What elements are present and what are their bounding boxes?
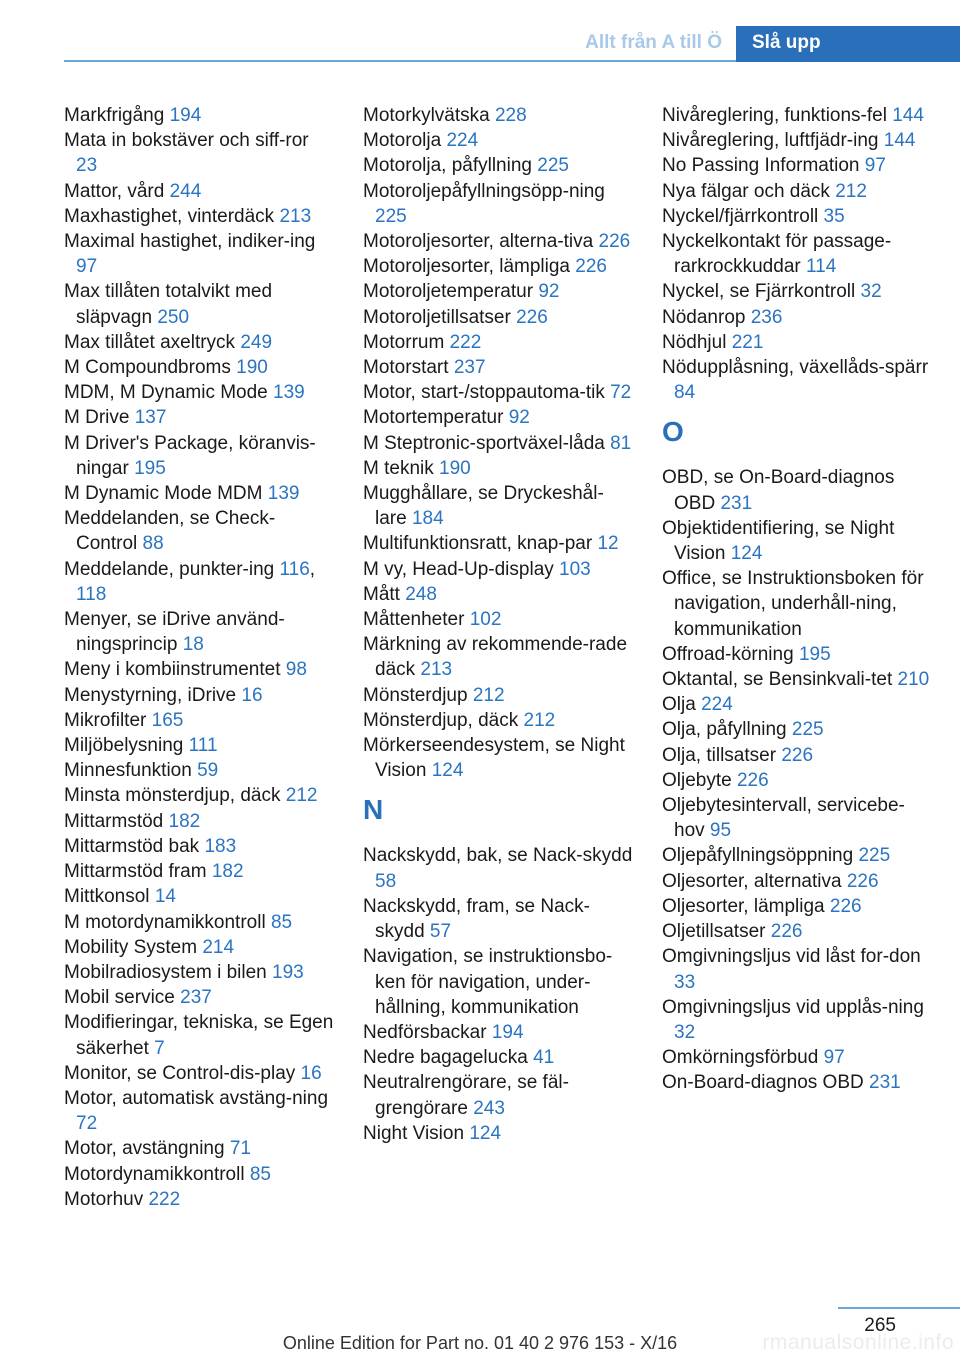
page-link[interactable]: 58	[375, 870, 397, 892]
index-entry	[64, 1061, 334, 1086]
index-entry	[662, 843, 932, 868]
entry-term: Max tillåten totalvikt med släpvagn	[64, 281, 273, 328]
index-entry	[662, 1070, 932, 1095]
entry-term: Motorolja, påfyllning	[363, 155, 532, 177]
page-link[interactable]: 103	[559, 558, 591, 580]
index-entry	[64, 683, 334, 708]
page-link[interactable]: 212	[472, 684, 505, 706]
index-entry	[64, 884, 334, 909]
letter-heading: O	[662, 416, 684, 448]
entry-term: Mittarmstöd bak	[64, 835, 200, 857]
index-entry	[662, 465, 932, 515]
entry-term: Motoroljesorter, alterna‐tiva	[363, 231, 594, 253]
index-entry	[363, 708, 633, 733]
index-entry	[363, 843, 633, 893]
page-link[interactable]: 248	[405, 583, 437, 605]
page-link[interactable]: 212	[523, 709, 556, 731]
page-link[interactable]: 116	[279, 558, 310, 580]
page-link[interactable]: 243	[473, 1097, 505, 1119]
entry-term: Markfrigång	[64, 105, 165, 126]
page-link[interactable]: 182	[168, 810, 201, 832]
entry-term: Mobility System	[64, 936, 198, 958]
page-link[interactable]: 212	[835, 180, 867, 202]
entry-term: Motoroljepåfyllningsöpp‐ning	[363, 180, 605, 202]
index-entry	[363, 229, 633, 254]
entry-term: Modifieringar, tekniska, se Egen säkerhet	[64, 1012, 334, 1059]
page-link[interactable]: 84	[674, 382, 696, 404]
index-entry	[64, 330, 334, 355]
index-entry	[662, 279, 932, 304]
entry-term: M motordynamikkontroll	[64, 911, 266, 933]
entry-term: Oljetillsatser	[662, 921, 766, 943]
entry-term: Night Vision	[363, 1122, 465, 1144]
page-link[interactable]: 35	[823, 205, 845, 227]
index-entry	[662, 229, 932, 279]
index-entry	[363, 431, 633, 456]
entry-term: Omgivningsljus vid låst for‐don	[662, 946, 921, 968]
entry-term: Oljebyte	[662, 769, 732, 791]
index-entry	[363, 1121, 633, 1146]
page-link[interactable]: 14	[154, 886, 176, 908]
entry-term: Mugghållare, se Dryckeshål‐lare	[363, 483, 604, 530]
index-entry	[64, 204, 334, 229]
index-entry	[363, 456, 633, 481]
page-link[interactable]: 224	[701, 694, 733, 716]
entry-term: Nyckel/fjärrkontroll	[662, 205, 819, 227]
entry-term: M Compoundbroms	[64, 357, 231, 379]
page-link[interactable]: 194	[491, 1021, 524, 1043]
entry-term: Navigation, se instruktionsbo‐ken för navigation, under‐hållning, kommunikation	[363, 946, 613, 1018]
page-link[interactable]: 32	[860, 281, 882, 303]
index-entry	[662, 944, 932, 994]
index-entry	[662, 516, 932, 566]
entry-term: Nivåreglering, luftfjädr‐ing	[662, 130, 879, 152]
index-entry	[64, 355, 334, 380]
page-link[interactable]: 12	[597, 533, 619, 555]
watermark: rmanualsonline.info	[762, 1331, 954, 1354]
index-entry	[662, 995, 932, 1045]
entry-term: Omkörningsförbud	[662, 1047, 819, 1069]
index-entry	[64, 960, 334, 985]
index-entry	[363, 380, 633, 405]
index-entry	[64, 733, 334, 758]
entry-term: Mikrofilter	[64, 709, 147, 731]
page-link[interactable]: 226	[598, 231, 631, 253]
page-link[interactable]: 226	[781, 744, 814, 766]
index-entry	[662, 919, 932, 944]
entry-term: Mått	[363, 583, 400, 605]
letter-heading: N	[363, 794, 384, 826]
index-entry	[64, 229, 334, 279]
page-link[interactable]: 226	[829, 895, 862, 917]
page-link[interactable]: 184	[411, 508, 444, 530]
page-link[interactable]: 111	[188, 735, 218, 757]
index-entry	[363, 944, 633, 1020]
entry-term: Märkning av rekommende‐rade däck	[363, 634, 628, 681]
page-link[interactable]: 88	[142, 533, 164, 555]
index-entry	[64, 380, 334, 405]
page-link[interactable]: 23	[76, 155, 98, 177]
page-link[interactable]: 190	[439, 457, 471, 479]
entry-term: Motoroljetemperatur	[363, 281, 534, 303]
entry-term: Minsta mönsterdjup, däck	[64, 785, 281, 807]
index-entry	[662, 204, 932, 229]
page-link[interactable]: 57	[429, 921, 452, 943]
page-link[interactable]: 71	[229, 1138, 251, 1160]
entry-term: Måttenheter	[363, 609, 465, 631]
entry-term: Nackskydd, fram, se Nack‐skydd	[363, 895, 590, 943]
page-link[interactable]: 228	[494, 105, 527, 126]
page-link[interactable]: 124	[431, 760, 464, 782]
entry-term: M teknik	[363, 457, 434, 479]
index-entry	[363, 254, 633, 279]
entry-term: Oktantal, se Bensinkvali‐tet	[662, 669, 893, 691]
index-entry	[662, 153, 932, 178]
entry-term: Monitor, se Control-dis‐play	[64, 1062, 296, 1084]
entry-term: Mobilradiosystem i bilen	[64, 961, 267, 983]
index-entry	[363, 405, 633, 430]
entry-term: Motor, avstängning	[64, 1138, 225, 1160]
page-link[interactable]: 85	[249, 1163, 271, 1185]
entry-term: Oljepåfyllningsöppning	[662, 845, 854, 867]
entry-term: Motorolja	[363, 130, 442, 152]
index-entry	[363, 894, 633, 944]
index-entry	[64, 279, 334, 329]
page-link[interactable]: 237	[180, 987, 212, 1009]
index-entry	[64, 128, 334, 178]
index-column-3	[662, 103, 932, 1096]
entry-term: OBD, se On-Board-diagnos OBD	[662, 467, 895, 514]
index-entry	[64, 985, 334, 1010]
entry-term: Miljöbelysning	[64, 735, 184, 757]
page-link[interactable]: 72	[76, 1113, 98, 1135]
entry-term: Mittarmstöd	[64, 810, 164, 832]
index-entry	[662, 768, 932, 793]
index-entry	[662, 667, 932, 692]
index-entry	[64, 607, 334, 657]
page-link[interactable]: 85	[270, 911, 293, 933]
entry-term: Oljebytesintervall, servicebe‐hov	[662, 795, 905, 842]
page-link[interactable]: 92	[508, 407, 530, 429]
index-entry	[64, 179, 334, 204]
entry-term: Motorrum	[363, 331, 445, 353]
page-link[interactable]: 102	[469, 609, 502, 631]
index-entry	[363, 330, 633, 355]
page-link[interactable]: 97	[76, 256, 98, 278]
index-entry	[662, 717, 932, 742]
index-entry	[363, 607, 633, 632]
page-link[interactable]: 213	[420, 659, 453, 681]
page-link[interactable]: 118	[76, 583, 107, 605]
page-link[interactable]: 33	[674, 971, 696, 993]
index-entry	[363, 153, 633, 178]
page-link[interactable]: 97	[864, 155, 886, 177]
page-link[interactable]: 226	[736, 769, 769, 791]
index-entry	[64, 431, 334, 481]
entry-term: M Dynamic Mode MDM	[64, 483, 263, 505]
page-link[interactable]: 124	[469, 1122, 502, 1144]
page-link[interactable]: 226	[516, 306, 548, 328]
index-entry	[363, 1045, 633, 1070]
page-link[interactable]: 225	[858, 845, 891, 867]
page-link[interactable]: 195	[798, 643, 831, 665]
index-entry	[64, 1162, 334, 1187]
page-link[interactable]: 137	[134, 407, 167, 429]
page-link[interactable]: 41	[533, 1047, 555, 1069]
page-link[interactable]: 144	[892, 105, 924, 126]
page-number: 265	[864, 1315, 896, 1336]
page-link[interactable]: 244	[169, 180, 202, 202]
page-link[interactable]: 98	[285, 659, 307, 681]
index-entry	[363, 305, 633, 330]
entry-term: Nedförsbackar	[363, 1021, 487, 1043]
entry-term: Max tillåtet axeltryck	[64, 331, 236, 353]
index-entry	[64, 859, 334, 884]
entry-term: Mönsterdjup	[363, 684, 468, 706]
page-link[interactable]: 193	[272, 961, 304, 983]
page-link[interactable]: 225	[537, 155, 569, 177]
entry-term: Meddelanden, se Check-Control	[64, 508, 276, 555]
page-link[interactable]: 214	[202, 936, 235, 958]
entry-term: Offroad-körning	[662, 643, 794, 665]
entry-term: Omgivningsljus vid upplås‐ning	[662, 996, 924, 1018]
page-link[interactable]: 95	[709, 820, 732, 842]
entry-term: Olja, tillsatser	[662, 744, 777, 766]
entry-term: Mittarmstöd fram	[64, 861, 207, 883]
index-entry	[363, 179, 633, 229]
page-link[interactable]: 231	[869, 1072, 901, 1094]
page-link[interactable]: 194	[169, 105, 202, 126]
index-entry	[662, 128, 932, 153]
page-link[interactable]: 195	[134, 457, 166, 479]
entry-term: Meddelande, punkter‐ing	[64, 558, 275, 580]
index-entry	[662, 894, 932, 919]
entry-term: Nivåreglering, funktions‐fel	[662, 105, 887, 126]
page-link[interactable]: 16	[241, 684, 263, 706]
index-entry	[363, 1070, 633, 1120]
entry-term: Neutralrengörare, se fäl‐grengörare	[363, 1072, 569, 1119]
entry-term: Minnesfunktion	[64, 760, 192, 782]
footer-rule	[838, 1307, 960, 1309]
entry-term: Motortemperatur	[363, 407, 504, 429]
index-entry	[363, 531, 633, 556]
tab-look-up[interactable]: Slå upp	[736, 26, 960, 62]
entry-term: Menystyrning, iDrive	[64, 684, 237, 706]
page-link[interactable]: 165	[151, 709, 184, 731]
page-link[interactable]: 226	[846, 870, 879, 892]
index-entry	[363, 1020, 633, 1045]
page-link[interactable]: 224	[446, 130, 479, 152]
index-entry	[64, 834, 334, 859]
page-link[interactable]: 212	[285, 785, 318, 807]
entry-term: Mönsterdjup, däck	[363, 709, 519, 731]
index-entry	[64, 481, 334, 506]
page-link[interactable]: 213	[279, 205, 312, 227]
entry-term: Maxhastighet, vinterdäck	[64, 205, 275, 227]
page-link[interactable]: 139	[273, 382, 305, 404]
index-entry	[662, 103, 932, 128]
entry-term: Mörkerseendesystem, se Night Vision	[363, 735, 625, 782]
entry-term: Motor, automatisk avstäng‐ning	[64, 1087, 329, 1109]
index-entry	[363, 103, 633, 128]
entry-term: MDM, M Dynamic Mode	[64, 382, 268, 404]
index-entry	[64, 1187, 334, 1212]
entry-term: Nyckelkontakt för passage‐rarkrockkuddar	[662, 231, 892, 278]
index-entry	[662, 869, 932, 894]
index-entry	[662, 330, 932, 355]
index-column-2	[363, 103, 633, 1146]
entry-term: Menyer, se iDrive använd‐ningsprincip	[64, 609, 285, 656]
page-link[interactable]: 221	[731, 331, 764, 353]
index-entry	[363, 557, 633, 582]
index-entry	[64, 1136, 334, 1161]
page-link[interactable]: 236	[750, 306, 783, 328]
index-entry	[363, 481, 633, 531]
index-entry	[64, 405, 334, 430]
index-entry	[662, 793, 932, 843]
page-link[interactable]: 225	[791, 719, 824, 741]
index-entry	[64, 1086, 334, 1136]
index-entry	[363, 582, 633, 607]
entry-term: Nya fälgar och däck	[662, 180, 830, 202]
page-link[interactable]: 97	[823, 1047, 845, 1069]
entry-term: M Driver's Package, köranvis‐ningar	[64, 432, 316, 479]
index-entry	[363, 279, 633, 304]
entry-term: Oljesorter, alternativa	[662, 870, 842, 892]
page-link[interactable]: 18	[182, 634, 204, 656]
entry-term: Motoroljesorter, lämpliga	[363, 256, 570, 278]
edition-footer: Online Edition for Part no. 01 40 2 976 153 - X/16	[282, 1333, 678, 1353]
index-entry	[64, 1010, 334, 1060]
page-link[interactable]: 237	[453, 357, 486, 379]
page-link[interactable]: 124	[730, 543, 763, 565]
page-link[interactable]: 190	[236, 357, 268, 379]
page-link[interactable]: 250	[157, 306, 190, 328]
index-entry	[363, 128, 633, 153]
index-entry	[363, 355, 633, 380]
entry-term: Nödanrop	[662, 306, 746, 328]
entry-term: Olja, påfyllning	[662, 719, 787, 741]
index-entry	[64, 935, 334, 960]
index-entry	[662, 305, 932, 330]
page-link[interactable]: 92	[538, 281, 560, 303]
page-link[interactable]: 210	[897, 669, 930, 691]
entry-term: Nackskydd, bak, se Nack‐skydd	[363, 845, 633, 867]
index-entry	[662, 179, 932, 204]
entry-term: Motorkylvätska	[363, 105, 490, 126]
index-entry	[64, 506, 334, 556]
page-link[interactable]: 226	[575, 256, 607, 278]
section-title[interactable]: Allt från A till Ö	[585, 32, 722, 53]
page-link[interactable]: 183	[204, 835, 237, 857]
entry-term: Meny i kombiinstrumentet	[64, 659, 281, 681]
index-entry	[64, 103, 334, 128]
index-column-1	[64, 103, 334, 1212]
index-entry	[662, 355, 932, 405]
page-link[interactable]: 59	[197, 760, 219, 782]
page-link[interactable]: 226	[770, 921, 803, 943]
entry-term: Mittkonsol	[64, 886, 150, 908]
index-entry	[64, 809, 334, 834]
entry-term: Nödhjul	[662, 331, 727, 353]
index-entry	[662, 1045, 932, 1070]
entry-term: Mattor, vård	[64, 180, 165, 202]
index-entry	[64, 708, 334, 733]
index-entry	[662, 642, 932, 667]
page-link[interactable]: 182	[211, 861, 244, 883]
entry-term: Oljesorter, lämpliga	[662, 895, 825, 917]
entry-term: Office, se Instruktionsboken för navigation, underhåll‐ning, kommunikation	[662, 568, 924, 640]
entry-term: Olja	[662, 694, 696, 716]
entry-term: Mata in bokstäver och siff‐ror	[64, 130, 309, 152]
entry-term: Nyckel, se Fjärrkontroll	[662, 281, 856, 303]
index-entry	[662, 692, 932, 717]
entry-term: Motordynamikkontroll	[64, 1163, 245, 1185]
index-entry	[662, 566, 932, 642]
entry-term: M vy, Head-Up-display	[363, 558, 554, 580]
index-entry	[64, 910, 334, 935]
page-link[interactable]: 16	[300, 1062, 322, 1084]
page-link[interactable]: 72	[610, 382, 632, 404]
entry-term: On-Board-diagnos OBD	[662, 1072, 864, 1094]
page-link[interactable]: 222	[148, 1188, 181, 1210]
index-entry	[64, 758, 334, 783]
entry-term: Motoroljetillsatser	[363, 306, 511, 328]
entry-term: M Steptronic-sportväxel‐låda	[363, 432, 605, 454]
entry-term: Nedre bagagelucka	[363, 1047, 528, 1069]
page-link[interactable]: 222	[449, 331, 482, 353]
entry-term: Mobil service	[64, 987, 175, 1009]
index-entry	[363, 632, 633, 682]
entry-term: No Passing Information	[662, 155, 860, 177]
page-link[interactable]: 225	[375, 205, 407, 227]
entry-term: Motorhuv	[64, 1188, 144, 1210]
entry-term: Motor, start-/stoppautoma‐tik	[363, 382, 605, 404]
index-entry	[64, 783, 334, 808]
index-entry	[662, 743, 932, 768]
page-link[interactable]: 32	[674, 1021, 696, 1043]
index-entry	[64, 657, 334, 682]
page-link[interactable]: 114	[806, 256, 837, 278]
page-link[interactable]: 139	[267, 483, 300, 505]
entry-term: M Drive	[64, 407, 130, 429]
entry-term: Maximal hastighet, indiker‐ing	[64, 231, 316, 253]
index-entry: Meddelande, punkter‐ing 116, 118	[64, 558, 316, 605]
index-entry	[363, 733, 633, 783]
page-link[interactable]: 144	[883, 130, 916, 152]
index-entry	[363, 683, 633, 708]
page-link[interactable]: 7	[154, 1037, 165, 1059]
page-link[interactable]: 231	[720, 492, 753, 514]
entry-term: Multifunktionsratt, knap‐par	[363, 533, 593, 555]
entry-term: Nödupplåsning, växellåds‐spärr	[662, 357, 929, 379]
entry-term: Motorstart	[363, 357, 449, 379]
entry-term: Objektidentifiering, se Night Vision	[662, 517, 895, 565]
page-link[interactable]: 81	[610, 432, 632, 454]
page-link[interactable]: 249	[240, 331, 273, 353]
